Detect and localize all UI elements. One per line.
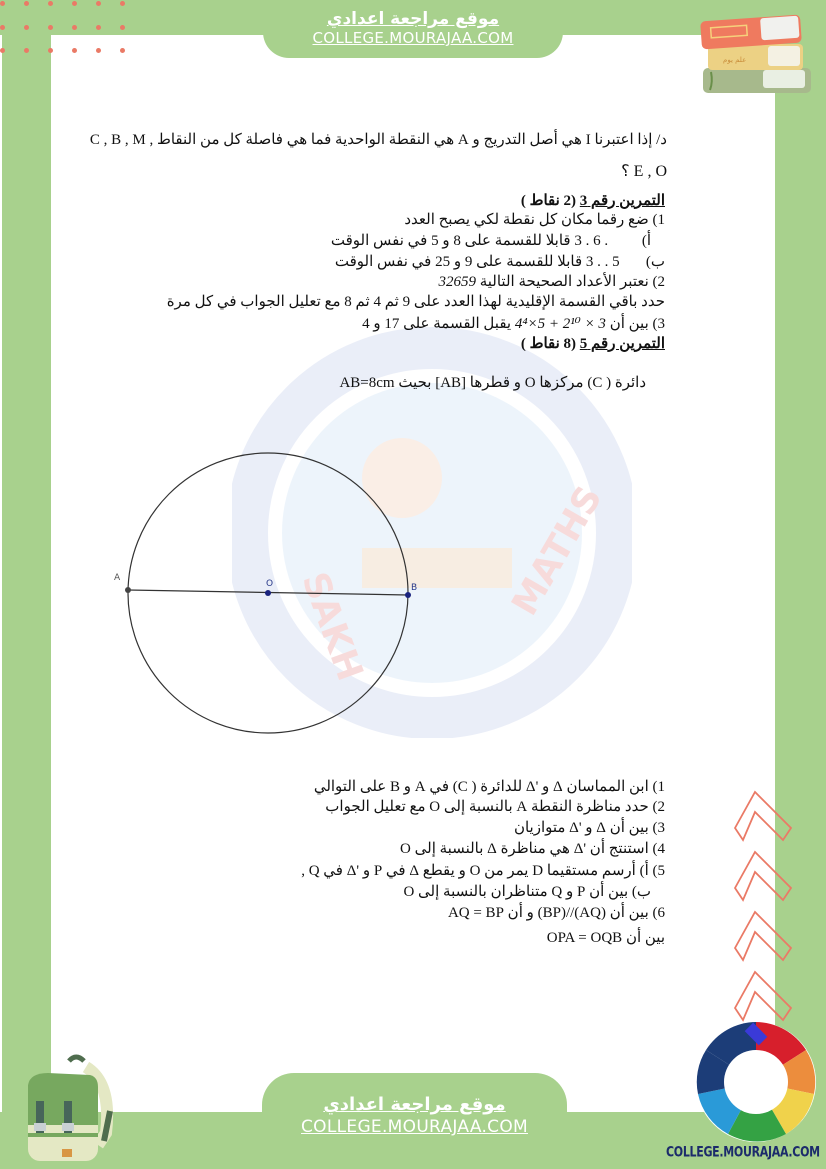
exercise3-q2-number: 32659 xyxy=(438,274,476,290)
svg-text:MATHS: MATHS xyxy=(504,479,611,623)
exercise3-q1a-text: . 6 . 3 قابلا للقسمة على 8 و 5 في نفس الوقت xyxy=(330,233,609,249)
point-a xyxy=(125,587,131,593)
school-subjects-logo-icon xyxy=(696,1022,816,1142)
circle-diagram xyxy=(100,430,440,760)
exercise3-q1b-text: 5 . . 3 قابلا للقسمة على 9 و 25 في نفس الوقت xyxy=(334,254,620,270)
exercise5-q6-conclusion: بين أن OPA = OQB xyxy=(546,930,665,946)
books-icon xyxy=(693,10,823,95)
exercise3-q1: 1) ضع رقما مكان كل نقطة لكي يصبح العدد xyxy=(404,212,665,228)
exercise3-q1b-label: ب) xyxy=(645,254,665,270)
label-o: O xyxy=(266,579,274,589)
exercise3-title: التمرين رقم 3 xyxy=(579,193,665,209)
exercise3-q2 xyxy=(438,272,665,292)
exercise3-q2-line2: حدد باقي القسمة الإقليدية لهذا العدد على 9 ثم 4 ثم 8 مع تعليل الجواب في كل مرة xyxy=(166,294,665,310)
exercise3-q3-prefix: 3) بين أن xyxy=(609,316,665,332)
exercise3-heading xyxy=(521,191,665,211)
intro-question-line2: E , O ؟ xyxy=(621,163,667,180)
exercise5-q3: 3) بين أن Δ و 'Δ متوازيان xyxy=(513,820,665,836)
exercise3-q1a xyxy=(331,231,651,251)
svg-text:SAKH: SAKH xyxy=(293,567,371,687)
intro-question-line1: د/ إذا اعتبرنا I هي أصل التدريج و A هي النقطة الواحدية فما هي فاصلة كل من النقاط , C , B , M xyxy=(89,132,667,148)
point-o xyxy=(265,590,271,596)
header-site-name[interactable]: موقع مراجعة اعدادي xyxy=(326,9,500,29)
exercise3-q1a-label: أ) xyxy=(641,233,651,249)
exercise3-q3 xyxy=(362,314,665,334)
svg-text:علم يوم: علم يوم xyxy=(723,56,747,64)
chevron-up-decoration-icon xyxy=(733,790,793,1030)
exercise5-q1: 1) ابن المماسان Δ و 'Δ للدائرة ( C) في A و B على التوالي xyxy=(313,779,665,795)
exercise5-q4: 4) استنتج أن 'Δ هي مناظرة Δ بالنسبة إلى O xyxy=(400,841,665,857)
exercise5-q2: 2) حدد مناظرة النقطة A بالنسبة إلى O مع تعليل الجواب xyxy=(325,799,665,815)
exercise5-q5a: 5) أ) أرسم مستقيما D يمر من O و يقطع Δ في P و 'Δ في Q , xyxy=(301,863,665,879)
exercise3-q2-text: 2) نعتبر الأعداد الصحيحة التالية xyxy=(479,274,665,290)
backpack-icon xyxy=(14,1053,114,1165)
footer-logo-text[interactable]: COLLEGE.MOURAJAA.COM xyxy=(666,1144,820,1161)
exercise5-points: (8 نقاط ) xyxy=(520,336,577,352)
exercise5-q5b: ب) بين أن P و Q متناظران بالنسبة إلى O xyxy=(403,884,651,900)
header-site-url[interactable]: COLLEGE.MOURAJAA.COM xyxy=(312,29,514,47)
exercise5-statement: دائرة ( C) مركزها O و قطرها [AB] بحيث AB=8cm xyxy=(339,375,646,391)
exercise5-q6: 6) بين أن (AQ)//(BP) و أن AQ = BP xyxy=(447,905,665,921)
footer-site-url[interactable]: COLLEGE.MOURAJAA.COM xyxy=(301,1117,528,1137)
exercise3-q3-suffix: يقبل القسمة على 17 و 4 xyxy=(362,316,512,332)
exercise3-q1b xyxy=(335,252,665,272)
exercise5-title: التمرين رقم 5 xyxy=(579,336,665,352)
exercise5-heading xyxy=(521,334,665,354)
frame-left-bar xyxy=(2,0,51,1169)
decorative-dots xyxy=(0,0,130,60)
header-site-banner[interactable] xyxy=(263,0,563,58)
label-a: A xyxy=(114,573,121,583)
exercise3-q3-expr: 4⁴×5 + 2¹⁰ × 3 xyxy=(514,316,606,332)
exercise3-points: (2 نقاط ) xyxy=(520,193,577,209)
footer-site-banner[interactable] xyxy=(262,1073,567,1169)
footer-site-name[interactable]: موقع مراجعة اعدادي xyxy=(323,1094,506,1115)
label-b: B xyxy=(411,583,418,593)
